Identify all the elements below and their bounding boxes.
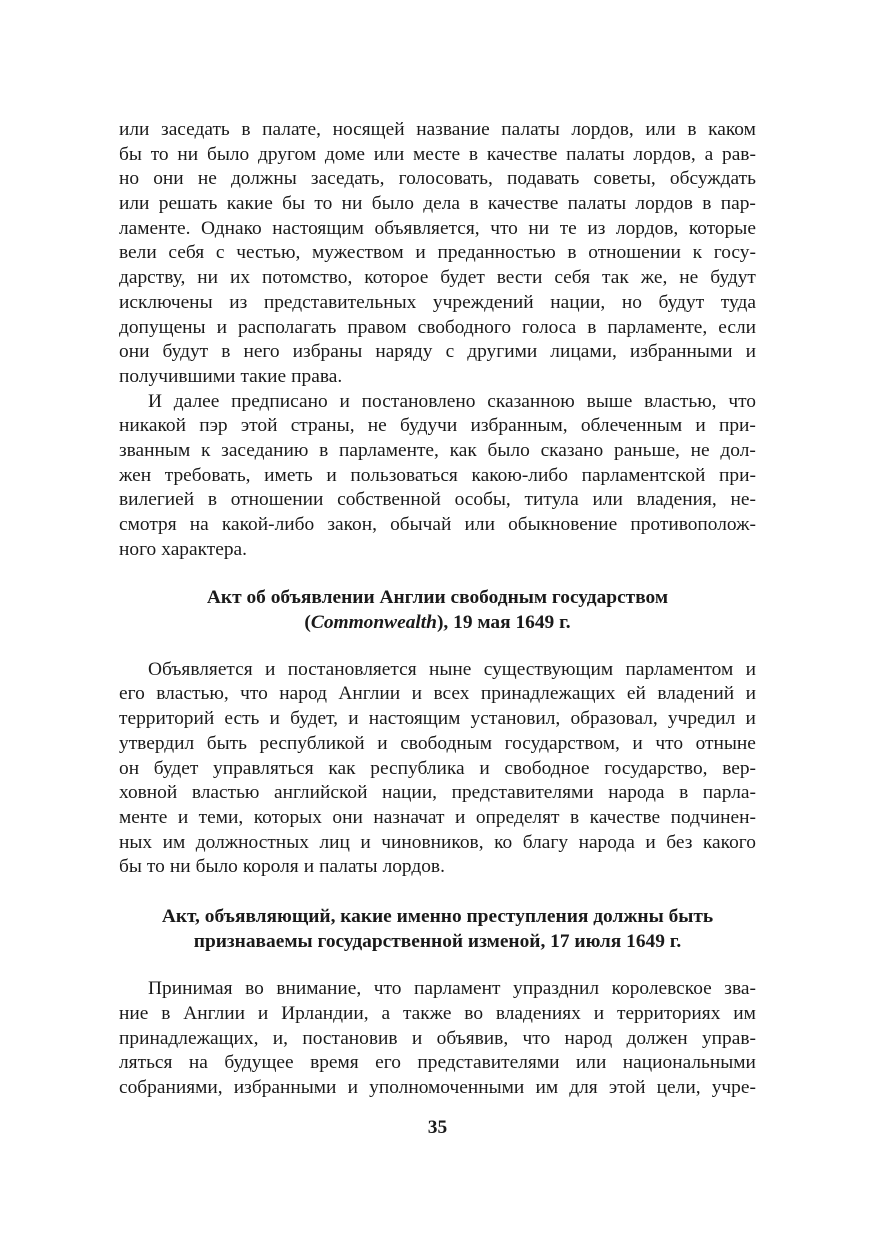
text-line: Объявляется и постановляется ныне существующим парламентом и	[148, 658, 756, 680]
text-line: бы то ни было другом доме или месте в качестве палаты лордов, а рав-	[119, 143, 756, 165]
text-line: бы то ни было короля и палаты лордов.	[119, 856, 445, 878]
heading-text: Commonwealth	[310, 612, 437, 634]
text-line: допущены и располагать правом свободного голоса в парламенте, если	[119, 316, 756, 338]
text-line: званным к заседанию в парламенте, как было сказано раньше, не дол-	[119, 439, 756, 461]
paragraph-4	[119, 977, 756, 1100]
text-line: ламенте. Однако настоящим объявляется, что ни те из лордов, которые	[119, 217, 756, 239]
text-line: они будут в него избраны наряду с другими лицами, избранными и	[119, 341, 756, 363]
text-line: он будет управляться как республика и свободное государство, вер-	[119, 757, 756, 779]
heading-text: Акт об объявлении Англии свободным государством	[206, 587, 669, 609]
text-line: или заседать в палате, носящей название палаты лордов, или в каком	[119, 119, 756, 140]
text-line: Принимая во внимание, что парламент упразднил королевское зва-	[148, 978, 756, 1000]
paragraph-1	[119, 118, 756, 390]
document-page	[119, 118, 756, 1101]
text-line: менте и теми, которых они назначат и определят в качестве подчинен-	[119, 806, 756, 828]
text-line: исключены из представительных учреждений нации, но будут туда	[119, 291, 756, 313]
heading-text: Акт, объявляющий, какие именно преступления должны быть	[161, 905, 714, 927]
text-line: получившими такие права.	[119, 365, 343, 387]
text-line: дарству, ни их потомство, которое будет вести себя так же, не будут	[119, 267, 756, 289]
heading-text: признаваемы государственной изменой, 17 июля 1649 г.	[193, 930, 682, 952]
text-line: вилегией в отношении собственной особы, титула или владения, не-	[119, 489, 756, 511]
text-line: И далее предписано и постановлено сказанною выше властью, что	[148, 390, 756, 412]
text-line: вели себя с честью, мужеством и преданностью в отношении к госу-	[119, 242, 756, 264]
page-number: 35	[427, 1117, 448, 1138]
text-line: собраниями, избранными и уполномоченными им для этой цели, учре-	[119, 1077, 756, 1099]
text-line: ховной властью английской нации, представителями народа в парла-	[119, 782, 756, 804]
text-line: утвердил быть республикой и свободным государством, и что отныне	[119, 732, 756, 754]
paragraph-3	[119, 658, 756, 880]
section-heading-treason	[119, 905, 756, 954]
text-line: или решать какие бы то ни было дела в качестве палаты лордов в пар-	[119, 193, 756, 215]
text-line: но они не должны заседать, голосовать, подавать советы, обсуждать	[119, 168, 756, 190]
heading-line	[119, 611, 756, 636]
heading-line	[119, 930, 756, 955]
text-line: ние в Англии и Ирландии, а также во владениях и территориях им	[119, 1003, 756, 1025]
text-line: жен требовать, иметь и пользоваться какою-либо парламентской при-	[119, 464, 756, 486]
text-line: территорий есть и будет, и настоящим установил, образовал, учредил и	[119, 708, 756, 730]
text-line: ляться на будущее время его представителями или национальными	[119, 1052, 756, 1074]
heading-line	[119, 586, 756, 611]
heading-text: (	[304, 612, 311, 634]
section-heading-commonwealth	[119, 586, 756, 635]
text-line: ных им должностных лиц и чиновников, ко благу народа и без какого	[119, 831, 756, 853]
text-line: никакой пэр этой страны, не будучи избранным, облеченным и при-	[119, 415, 756, 437]
text-line: ного характера.	[119, 538, 247, 560]
text-line: принадлежащих, и, постановив и объявив, что народ должен управ-	[119, 1027, 756, 1049]
text-line: его властью, что народ Англии и всех принадлежащих ей владений и	[119, 683, 756, 705]
text-line: смотря на какой-либо закон, обычай или обыкновение противополож-	[119, 514, 756, 535]
heading-text: ), 19 мая 1649 г.	[436, 612, 571, 634]
paragraph-2	[119, 390, 756, 563]
heading-line	[119, 905, 756, 930]
